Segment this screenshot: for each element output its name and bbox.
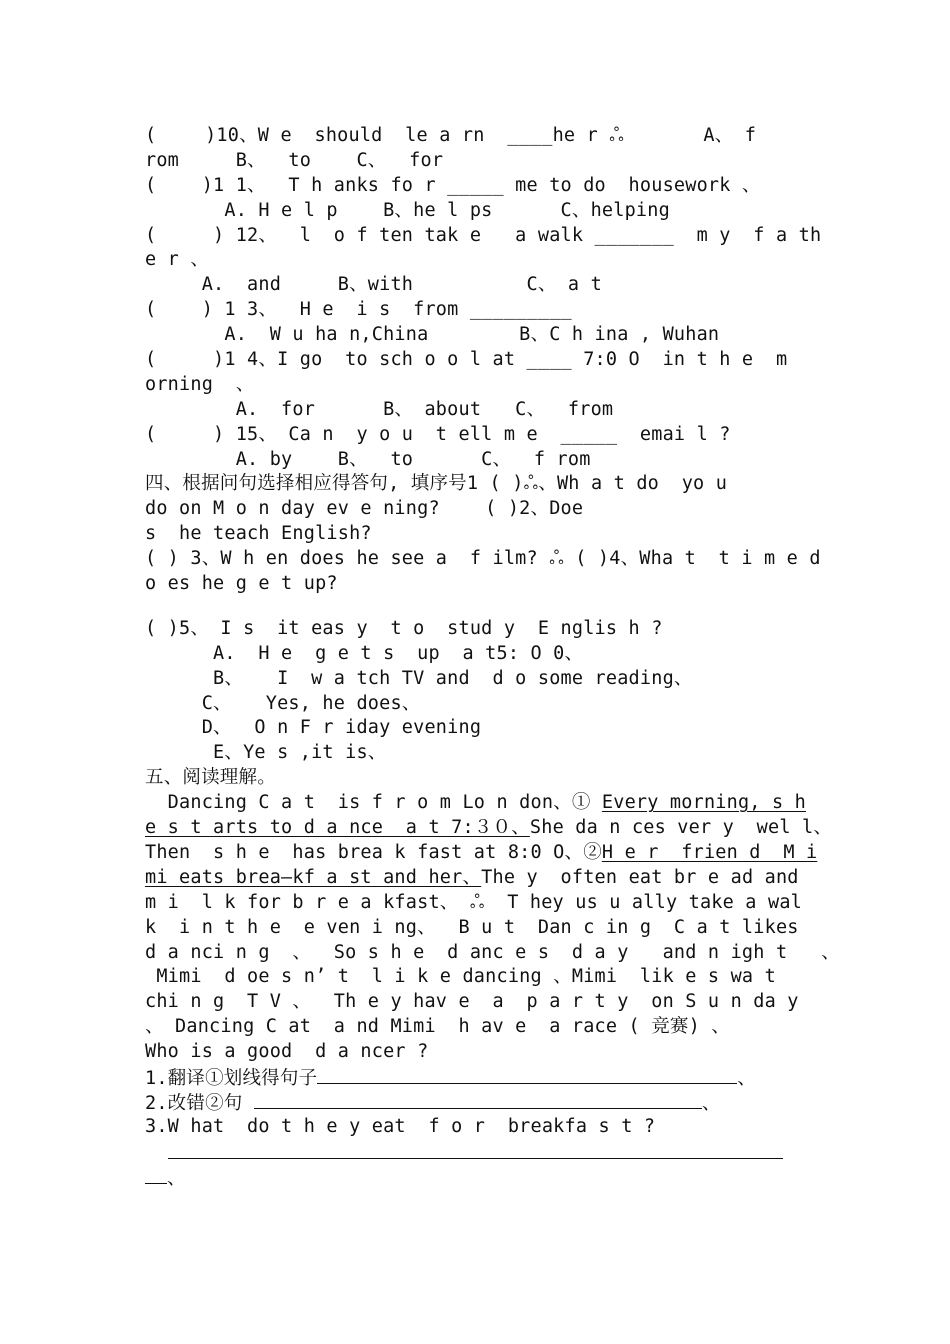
- passage-line-7: d a nci n g 、 So s h e d anc e s d a y and n igh t 、: [145, 941, 841, 963]
- question-11-options: A. H e l p B、he l ps C、helping: [145, 199, 670, 221]
- answer-option-d: D、 O n F r iday evening: [145, 717, 482, 739]
- exercise-2: 2.改错②句 、: [145, 1090, 810, 1115]
- underlined-sentence-1b: e s t arts to d a nce a t 7:３０、: [145, 817, 530, 839]
- passage-line-6: k i n t h e e ven i ng、 B u t Dan c in g C a t likes: [145, 916, 799, 938]
- question-14-options: A. for B、 about C、 from: [145, 398, 614, 420]
- passage-line-8: Mimi d oe s n’ t l i k e dancing 、Mimi lik e s wa t: [145, 966, 776, 988]
- worksheet-page: [145, 124, 841, 1189]
- answer-blank-1[interactable]: [317, 1065, 737, 1084]
- underlined-sentence-1a: Every morning, s h: [601, 792, 806, 814]
- spacer: [145, 597, 810, 617]
- question-13-options: A. W u ha n,China B、C h ina , Wuhan: [145, 324, 720, 346]
- passage-line-11: Who is a good d a ncer ?: [145, 1041, 429, 1063]
- section-4-line-4: ( ) 3、W h en does he see a f ilm? ஃ ( )4、Wha t t i m e d: [145, 548, 821, 570]
- question-12-line-1: ( ) 12、 l o f ten tak e a walk _______ m y f a th: [145, 224, 822, 246]
- question-12-options: A. and B、with C、 a t: [145, 274, 602, 296]
- question-15-options: A. by B、 to C、 f rom: [145, 448, 591, 470]
- answer-option-a: A. H e g e t s up a t5: O 0、: [145, 642, 584, 664]
- section-4-line-3: s he teach English?: [145, 523, 372, 545]
- passage-line-5: m i l k for b r e a kfast、 ஃ T hey us u ally take a wal: [145, 891, 802, 913]
- answer-blank-2[interactable]: [254, 1090, 702, 1109]
- section-5-heading: 五、阅读理解。: [145, 767, 276, 789]
- question-15-line-1: ( ) 15、 Ca n y o u t ell m e _____ emai l ?: [145, 423, 731, 445]
- question-10-line-1: ( )10、W e should le a rn ____he r ஃ A、 f: [145, 125, 757, 146]
- answer-option-b: B、 I w a tch TV and d o some reading、: [145, 667, 693, 689]
- question-11-line-1: ( )1 1、 T h anks fo r _____ me to do housework 、: [145, 174, 761, 196]
- answer-blank-3-tail[interactable]: [145, 1165, 167, 1184]
- answer-option-c: C、 Yes, he does、: [145, 692, 421, 714]
- underlined-sentence-2b: mi eats brea—kf a st and her、: [145, 866, 482, 888]
- question-10-line-2: rom B、 to C、 for: [145, 149, 444, 171]
- passage-line-4: mi eats brea—kf a st and her、The y often eat br e ad and: [145, 866, 799, 888]
- exercise-3: 3.W hat do t h e y eat f o r breakfa s t ?: [145, 1115, 656, 1137]
- section-4-heading: 四、根据问句选择相应得答句, 填序号1 ( )ஃ、Wh a t do yo u: [145, 473, 728, 495]
- question-14-line-2: orning 、: [145, 373, 255, 395]
- passage-line-10: 、 Dancing C at a nd Mimi h av e a race ( 竞赛) 、: [145, 1016, 731, 1038]
- passage-line-1: Dancing C a t is f r o m Lo n don、① Every morning, s h: [145, 792, 806, 814]
- section-4-line-5: o es he g e t up?: [145, 573, 338, 595]
- section-4-line-2: do on M o n day ev e ning? ( )2、Doe: [145, 498, 584, 520]
- answer-blank-3[interactable]: [168, 1140, 783, 1159]
- question-13-line-1: ( ) 1 3、 H e i s from _________: [145, 299, 572, 321]
- exercise-3-answer-line: [145, 1140, 810, 1165]
- passage-line-2: e s t arts to d a nce a t 7:３０、She da n ces ver y wel l、: [145, 817, 833, 839]
- question-12-line-2: e r 、: [145, 249, 210, 271]
- exercise-1: 1.翻译①划线得句子 、: [145, 1065, 810, 1090]
- passage-line-3: Then s h e has brea k fast at 8:0 O、②H e r frien d M i: [145, 841, 818, 863]
- passage-line-9: chi n g T V 、 Th e y hav e a p a r t y on S u n da y: [145, 991, 799, 1013]
- answer-option-e: E、Ye s ,it is、: [145, 742, 387, 764]
- underlined-sentence-2a: H e r frien d M i: [601, 841, 818, 863]
- section-4-question-5: ( )5、 I s it eas y t o stud y E nglis h ?: [145, 617, 663, 639]
- question-14-line-1: ( )1 4、I go to sch o o l at ____ 7:0 O in t h e m: [145, 349, 788, 371]
- exercise-3-answer-tail: 、: [145, 1165, 810, 1190]
